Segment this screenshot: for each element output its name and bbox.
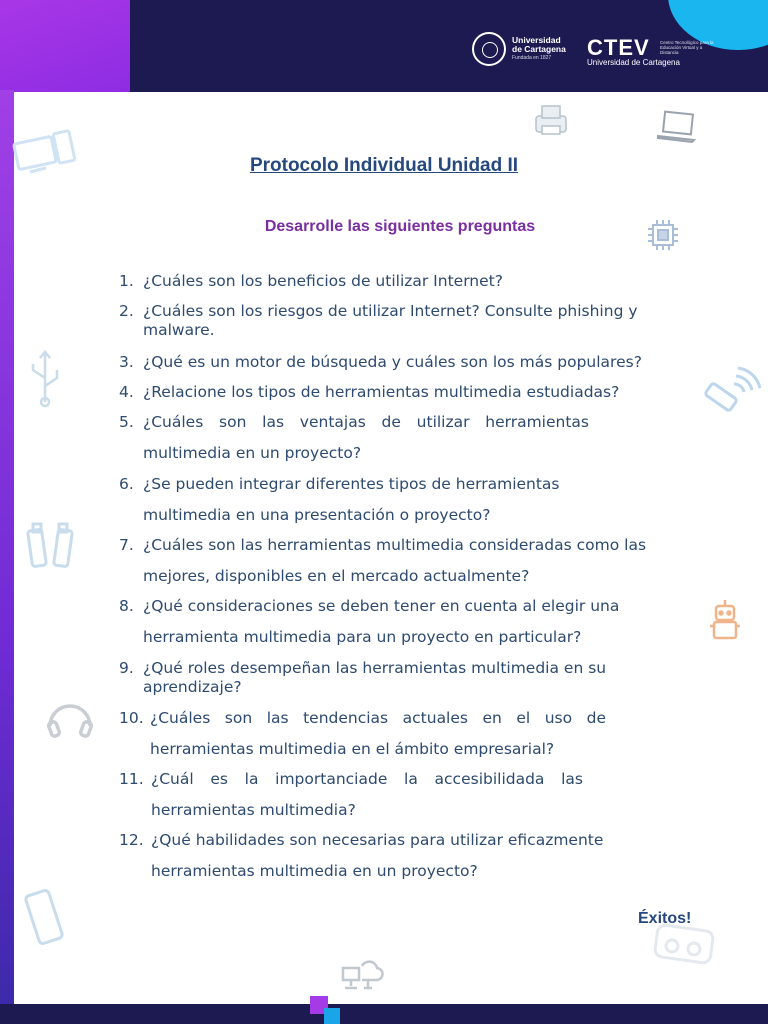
question-text: ¿Cuál es la importanciade la accesibilidada las herramientas multimedia? (151, 770, 583, 819)
usb-icon (26, 348, 64, 408)
question-text: ¿Cuáles son los riesgos de utilizar Internet? Consulte phishing y malware. (143, 302, 638, 339)
smartphone-icon (22, 888, 70, 950)
usb-drives-icon (24, 520, 80, 576)
question-text: ¿Qué roles desempeñan las herramientas multimedia en su aprendizaje? (143, 659, 607, 696)
blue-square-accent (324, 1008, 340, 1024)
headphones-icon (44, 692, 96, 744)
router-icon (700, 360, 762, 422)
question-text: ¿Qué consideraciones se deben tener en cuenta al elegir una herramienta multimedia para un proyecto en particular? (143, 597, 620, 646)
university-logo (472, 32, 566, 66)
university-logo-line2: de Cartagena (512, 43, 566, 54)
question-number: 11. (119, 770, 144, 788)
question-text: ¿Qué es un motor de búsqueda y cuáles son los más populares? (143, 353, 642, 371)
question-text: ¿Cuáles son los beneficios de utilizar Internet? (143, 272, 503, 290)
question-number: 6. (119, 475, 134, 493)
bottom-bar (0, 1004, 768, 1024)
ctev-logo-name: CTEV (587, 35, 650, 60)
question-text: ¿Relacione los tipos de herramientas multimedia estudiadas? (143, 383, 620, 401)
university-logo-line1: Universidad (512, 34, 561, 45)
question-text: ¿Cuáles son las herramientas multimedia consideradas como las mejores, disponibles en el mercado actualmente? (143, 536, 647, 585)
question-number: 9. (119, 659, 134, 677)
ctev-logo-tagline: Centro Tecnológico para la Educación Virtual y a Distancia (660, 40, 714, 55)
question-number: 5. (119, 413, 134, 431)
ctev-logo-subtitle: Universidad de Cartagena (587, 58, 680, 67)
question-number: 3. (119, 353, 134, 371)
question-number: 8. (119, 597, 134, 615)
question-text: ¿Cuáles son las ventajas de utilizar herramientas multimedia en un proyecto? (143, 413, 589, 462)
ctev-logo (587, 35, 714, 67)
question-number: 7. (119, 536, 134, 554)
question-number: 12. (119, 831, 144, 849)
university-logo-line3: Fundada en 1827 (512, 54, 552, 61)
question-number: 1. (119, 272, 134, 290)
question-number: 4. (119, 383, 134, 401)
question-text: ¿Se pueden integrar diferentes tipos de herramientas multimedia en una presentación o proyecto? (143, 475, 560, 524)
document-title: Protocolo Individual Unidad II (249, 155, 519, 176)
question-number: 2. (119, 302, 134, 320)
university-seal-icon (472, 32, 506, 66)
document-subtitle: Desarrolle las siguientes preguntas (264, 218, 536, 235)
laptop-icon (656, 110, 698, 144)
cloud-network-icon (338, 950, 384, 996)
question-text: ¿Cuáles son las tendencias actuales en el uso de herramientas multimedia en el ámbito empresarial? (150, 709, 606, 758)
robot-icon (706, 598, 746, 642)
question-text: ¿Qué habilidades son necesarias para utilizar eficazmente herramientas multimedia en un proyecto? (151, 831, 604, 880)
gamepad-icon (652, 922, 716, 966)
printer-icon (532, 102, 570, 138)
closing-text: Éxitos! (638, 910, 692, 927)
question-number: 10. (119, 709, 144, 727)
